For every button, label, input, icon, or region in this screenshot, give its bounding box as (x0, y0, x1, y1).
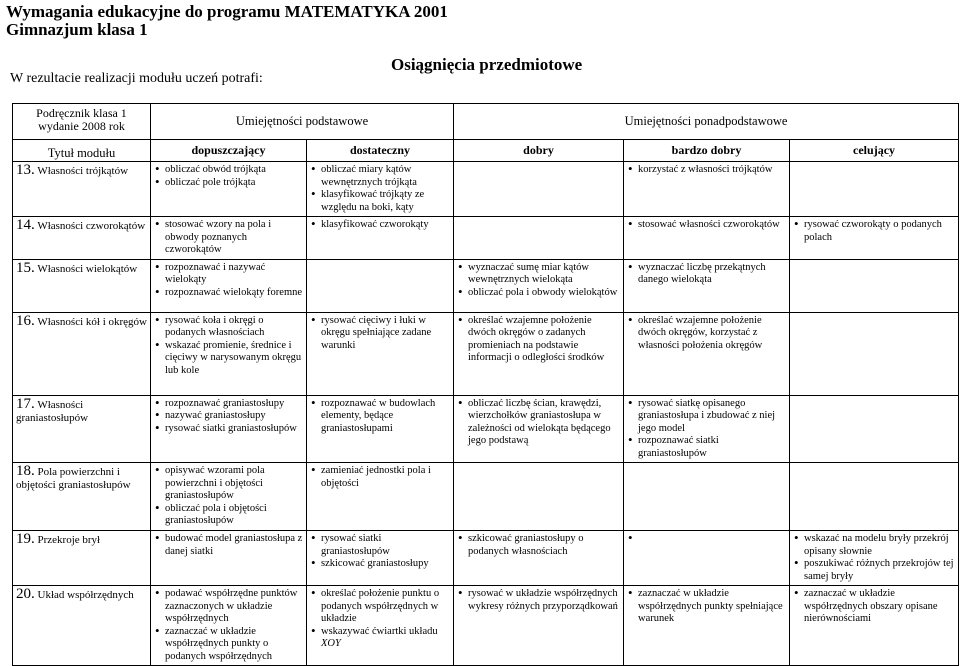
achievements-heading: Osiągnięcia przedmiotowe (391, 55, 583, 74)
requirement-cell-dostateczny (307, 259, 454, 312)
requirement-item: • obliczać pola i objętości graniastosłupów (154, 503, 303, 528)
module-title: Własności czworokątów (37, 220, 146, 232)
requirement-cell-dobry (454, 259, 624, 312)
requirement-list (310, 533, 450, 571)
basic-skills-header: Umiejętności podstawowe (151, 104, 454, 140)
requirement-item: • rozpoznawać w budowlach elementy, będące graniastosłupami (310, 398, 450, 436)
requirement-item: • rysować czworokąty o podanych polach (793, 219, 955, 244)
requirement-item: • rysować siatki graniastosłupów (310, 533, 450, 558)
requirement-list (793, 588, 955, 626)
requirement-cell-dopuszczający (151, 463, 307, 531)
requirement-cell-dopuszczający (151, 162, 307, 217)
advanced-skills-header: Umiejętności ponadpodstawowe (454, 104, 959, 140)
requirement-list (457, 315, 620, 365)
requirement-item: • obliczać pole trójkąta (154, 177, 303, 190)
table-row (13, 531, 959, 586)
requirement-cell-dopuszczający (151, 395, 307, 463)
requirement-item: • rozpoznawać graniastosłupy (154, 398, 303, 411)
requirement-cell-bardzo dobry (624, 531, 790, 586)
requirement-cell-celujący (790, 586, 959, 666)
requirement-list (310, 465, 450, 490)
requirement-cell-dopuszczający (151, 217, 307, 260)
module-title: Własności graniastosłupów (16, 398, 89, 424)
requirement-cell-bardzo dobry (624, 217, 790, 260)
requirement-cell-dobry (454, 531, 624, 586)
requirement-list (154, 398, 303, 436)
table-row (13, 395, 959, 463)
grade-header-celujacy: celujący (790, 140, 959, 162)
requirement-cell-bardzo dobry (624, 463, 790, 531)
title-line-1: Wymagania edukacyjne do programu MATEMATYKA 2001 (6, 2, 448, 21)
requirement-cell-dostateczny (307, 162, 454, 217)
requirement-item: • korzystać z własności trójkątów (627, 164, 786, 177)
table-row (13, 162, 959, 217)
requirement-item: • nazywać graniastosłupy (154, 410, 303, 423)
requirement-list (310, 588, 450, 651)
xoy-label: XOY (321, 638, 341, 649)
intro-text: W rezultacie realizacji modułu uczeń potrafi: (10, 71, 263, 86)
requirement-list (627, 262, 786, 287)
requirement-list (310, 315, 450, 353)
requirement-cell-bardzo dobry (624, 259, 790, 312)
requirement-cell-dopuszczający (151, 531, 307, 586)
requirement-list (457, 533, 620, 558)
module-title-cell (13, 259, 151, 312)
module-title-header: Tytuł modułu (13, 140, 151, 162)
grade-header-dopuszczajacy: dopuszczający (151, 140, 307, 162)
requirement-cell-celujący (790, 162, 959, 217)
module-number: 17. (16, 395, 35, 412)
requirement-cell-dostateczny (307, 531, 454, 586)
requirement-list (627, 164, 786, 177)
requirement-cell-dobry (454, 312, 624, 395)
requirement-list (310, 219, 450, 232)
module-title-cell (13, 463, 151, 531)
requirement-cell-celujący (790, 217, 959, 260)
module-title-cell (13, 395, 151, 463)
requirement-item: • rozpoznawać wielokąty foremne (154, 287, 303, 300)
requirement-item: • wyznaczać liczbę przekątnych danego wielokąta (627, 262, 786, 287)
requirement-cell-celujący (790, 312, 959, 395)
requirement-item: • rozpoznawać siatki graniastosłupów (627, 435, 786, 460)
requirement-item: • szkicować graniastosłupy o podanych własnościach (457, 533, 620, 558)
module-title: Układ współrzędnych (37, 589, 134, 601)
module-number: 14. (16, 217, 35, 233)
requirement-list (310, 398, 450, 436)
requirement-list (154, 219, 303, 257)
requirement-cell-celujący (790, 463, 959, 531)
requirement-item: • klasyfikować trójkąty ze względu na boki, kąty (310, 189, 450, 214)
requirement-cell-bardzo dobry (624, 586, 790, 666)
grade-header-dostateczny: dostateczny (307, 140, 454, 162)
module-number: 18. (16, 463, 35, 479)
requirement-item: • rysować cięciwy i łuki w okręgu spełniające zadane warunki (310, 315, 450, 353)
document-title (6, 3, 448, 39)
requirement-list (154, 262, 303, 300)
grade-header-dobry: dobry (454, 140, 624, 162)
requirement-item: • wskazywać ćwiartki układu XOY (310, 626, 450, 651)
requirement-cell-dopuszczający (151, 586, 307, 666)
requirement-list (627, 219, 786, 232)
module-title: Przekroje brył (37, 534, 101, 546)
table-row (13, 586, 959, 666)
requirement-cell-dostateczny (307, 586, 454, 666)
requirement-item: • podawać współrzędne punktów zaznaczonych w układzie współrzędnych (154, 588, 303, 626)
requirement-list (154, 164, 303, 189)
requirement-cell-dopuszczający (151, 312, 307, 395)
requirement-cell-celujący (790, 395, 959, 463)
module-title: Własności trójkątów (37, 165, 129, 177)
requirement-item: • zaznaczać w układzie współrzędnych obszary opisane nierównościami (793, 588, 955, 626)
requirement-item: • stosować własności czworokątów (627, 219, 786, 232)
module-number: 16. (16, 312, 35, 329)
requirement-list (457, 588, 620, 613)
requirement-cell-celujący (790, 531, 959, 586)
requirement-list (154, 315, 303, 378)
requirement-item: • wskazać na modelu bryły przekrój opisany słownie (793, 533, 955, 558)
module-number: 20. (16, 586, 35, 602)
requirement-item: • wyznaczać sumę miar kątów wewnętrznych wielokąta (457, 262, 620, 287)
requirement-item: • szkicować graniastosłupy (310, 558, 450, 571)
module-title-cell (13, 531, 151, 586)
requirement-cell-dobry (454, 463, 624, 531)
requirement-item: • klasyfikować czworokąty (310, 219, 450, 232)
requirement-cell-dostateczny (307, 217, 454, 260)
module-title-cell (13, 586, 151, 666)
requirement-list (627, 398, 786, 461)
module-number: 13. (16, 162, 35, 178)
requirement-item: • obliczać pola i obwody wielokątów (457, 287, 620, 300)
requirement-cell-dostateczny (307, 463, 454, 531)
requirement-item: • rysować siatkę opisanego graniastosłupa i zbudować z niej jego model (627, 398, 786, 436)
requirement-item: • zamieniać jednostki pola i objętości (310, 465, 450, 490)
requirement-item: • obliczać miary kątów wewnętrznych trójkąta (310, 164, 450, 189)
module-title: Własności wielokątów (37, 262, 138, 275)
grade-header-bardzo-dobry: bardzo dobry (624, 140, 790, 162)
table-row (13, 217, 959, 260)
requirement-list (154, 533, 303, 558)
requirements-table (12, 103, 959, 666)
requirement-list (793, 533, 955, 583)
table-body (13, 162, 959, 666)
requirement-item: • obliczać liczbę ścian, krawędzi, wierzchołków graniastosłupa w zależności od wielokąta będącego jego podstawą (457, 398, 620, 448)
requirement-list (793, 219, 955, 244)
module-number: 15. (16, 259, 35, 276)
requirement-cell-dobry (454, 217, 624, 260)
requirement-cell-bardzo dobry (624, 312, 790, 395)
requirement-item: • zaznaczać w układzie współrzędnych punkty spełniające warunek (627, 588, 786, 626)
module-title-cell (13, 162, 151, 217)
table-row (13, 312, 959, 395)
module-title-cell (13, 217, 151, 260)
requirement-list (154, 588, 303, 663)
textbook-header: Podręcznik klasa 1 wydanie 2008 rok (13, 104, 151, 140)
requirement-cell-dopuszczający (151, 259, 307, 312)
requirement-item: • rysować w układzie współrzędnych wykresy różnych przyporządkowań (457, 588, 620, 613)
requirement-list (627, 315, 786, 353)
requirement-cell-bardzo dobry (624, 395, 790, 463)
requirement-item: • wskazać promienie, średnice i cięciwy w narysowanym okręgu lub kole (154, 340, 303, 378)
requirement-item: • określać położenie punktu o podanych współrzędnych w układzie (310, 588, 450, 626)
requirement-item: • opisywać wzorami pola powierzchni i objętości graniastosłupów (154, 465, 303, 503)
requirement-item: • zaznaczać w układzie współrzędnych punkty o podanych współrzędnych (154, 626, 303, 664)
requirement-list (310, 164, 450, 214)
requirement-list (457, 262, 620, 300)
requirement-item: • określać wzajemne położenie dwóch okręgów, korzystać z własności położenia okręgów (627, 315, 786, 353)
table-row (13, 259, 959, 312)
requirement-cell-celujący (790, 259, 959, 312)
requirement-item: • obliczać obwód trójkąta (154, 164, 303, 177)
module-title-cell (13, 312, 151, 395)
requirement-item: • rysować siatki graniastosłupów (154, 423, 303, 436)
requirement-cell-dobry (454, 395, 624, 463)
table-row (13, 463, 959, 531)
requirement-item: • poszukiwać różnych przekrojów tej samej bryły (793, 558, 955, 583)
requirement-item: • określać wzajemne położenie dwóch okręgów o zadanych promieniach na podstawie informacji o odległości środków (457, 315, 620, 365)
requirement-item: • rysować koła i okręgi o podanych własnościach (154, 315, 303, 340)
module-number: 19. (16, 531, 35, 547)
requirement-cell-dostateczny (307, 395, 454, 463)
requirement-list (627, 588, 786, 626)
requirement-cell-dobry (454, 162, 624, 217)
requirement-cell-dobry (454, 586, 624, 666)
requirement-item: • stosować wzory na pola i obwody poznanych czworokątów (154, 219, 303, 257)
requirement-cell-bardzo dobry (624, 162, 790, 217)
requirement-list (457, 398, 620, 448)
requirement-cell-dostateczny (307, 312, 454, 395)
module-title: Własności kół i okręgów (37, 315, 147, 328)
requirement-list (154, 465, 303, 528)
title-line-2: Gimnazjum klasa 1 (6, 20, 148, 39)
requirement-item: • budować model graniastosłupa z danej siatki (154, 533, 303, 558)
module-title: Pola powierzchni i objętości graniastosłupów (16, 466, 131, 491)
requirement-item: • rozpoznawać i nazywać wielokąty (154, 262, 303, 287)
